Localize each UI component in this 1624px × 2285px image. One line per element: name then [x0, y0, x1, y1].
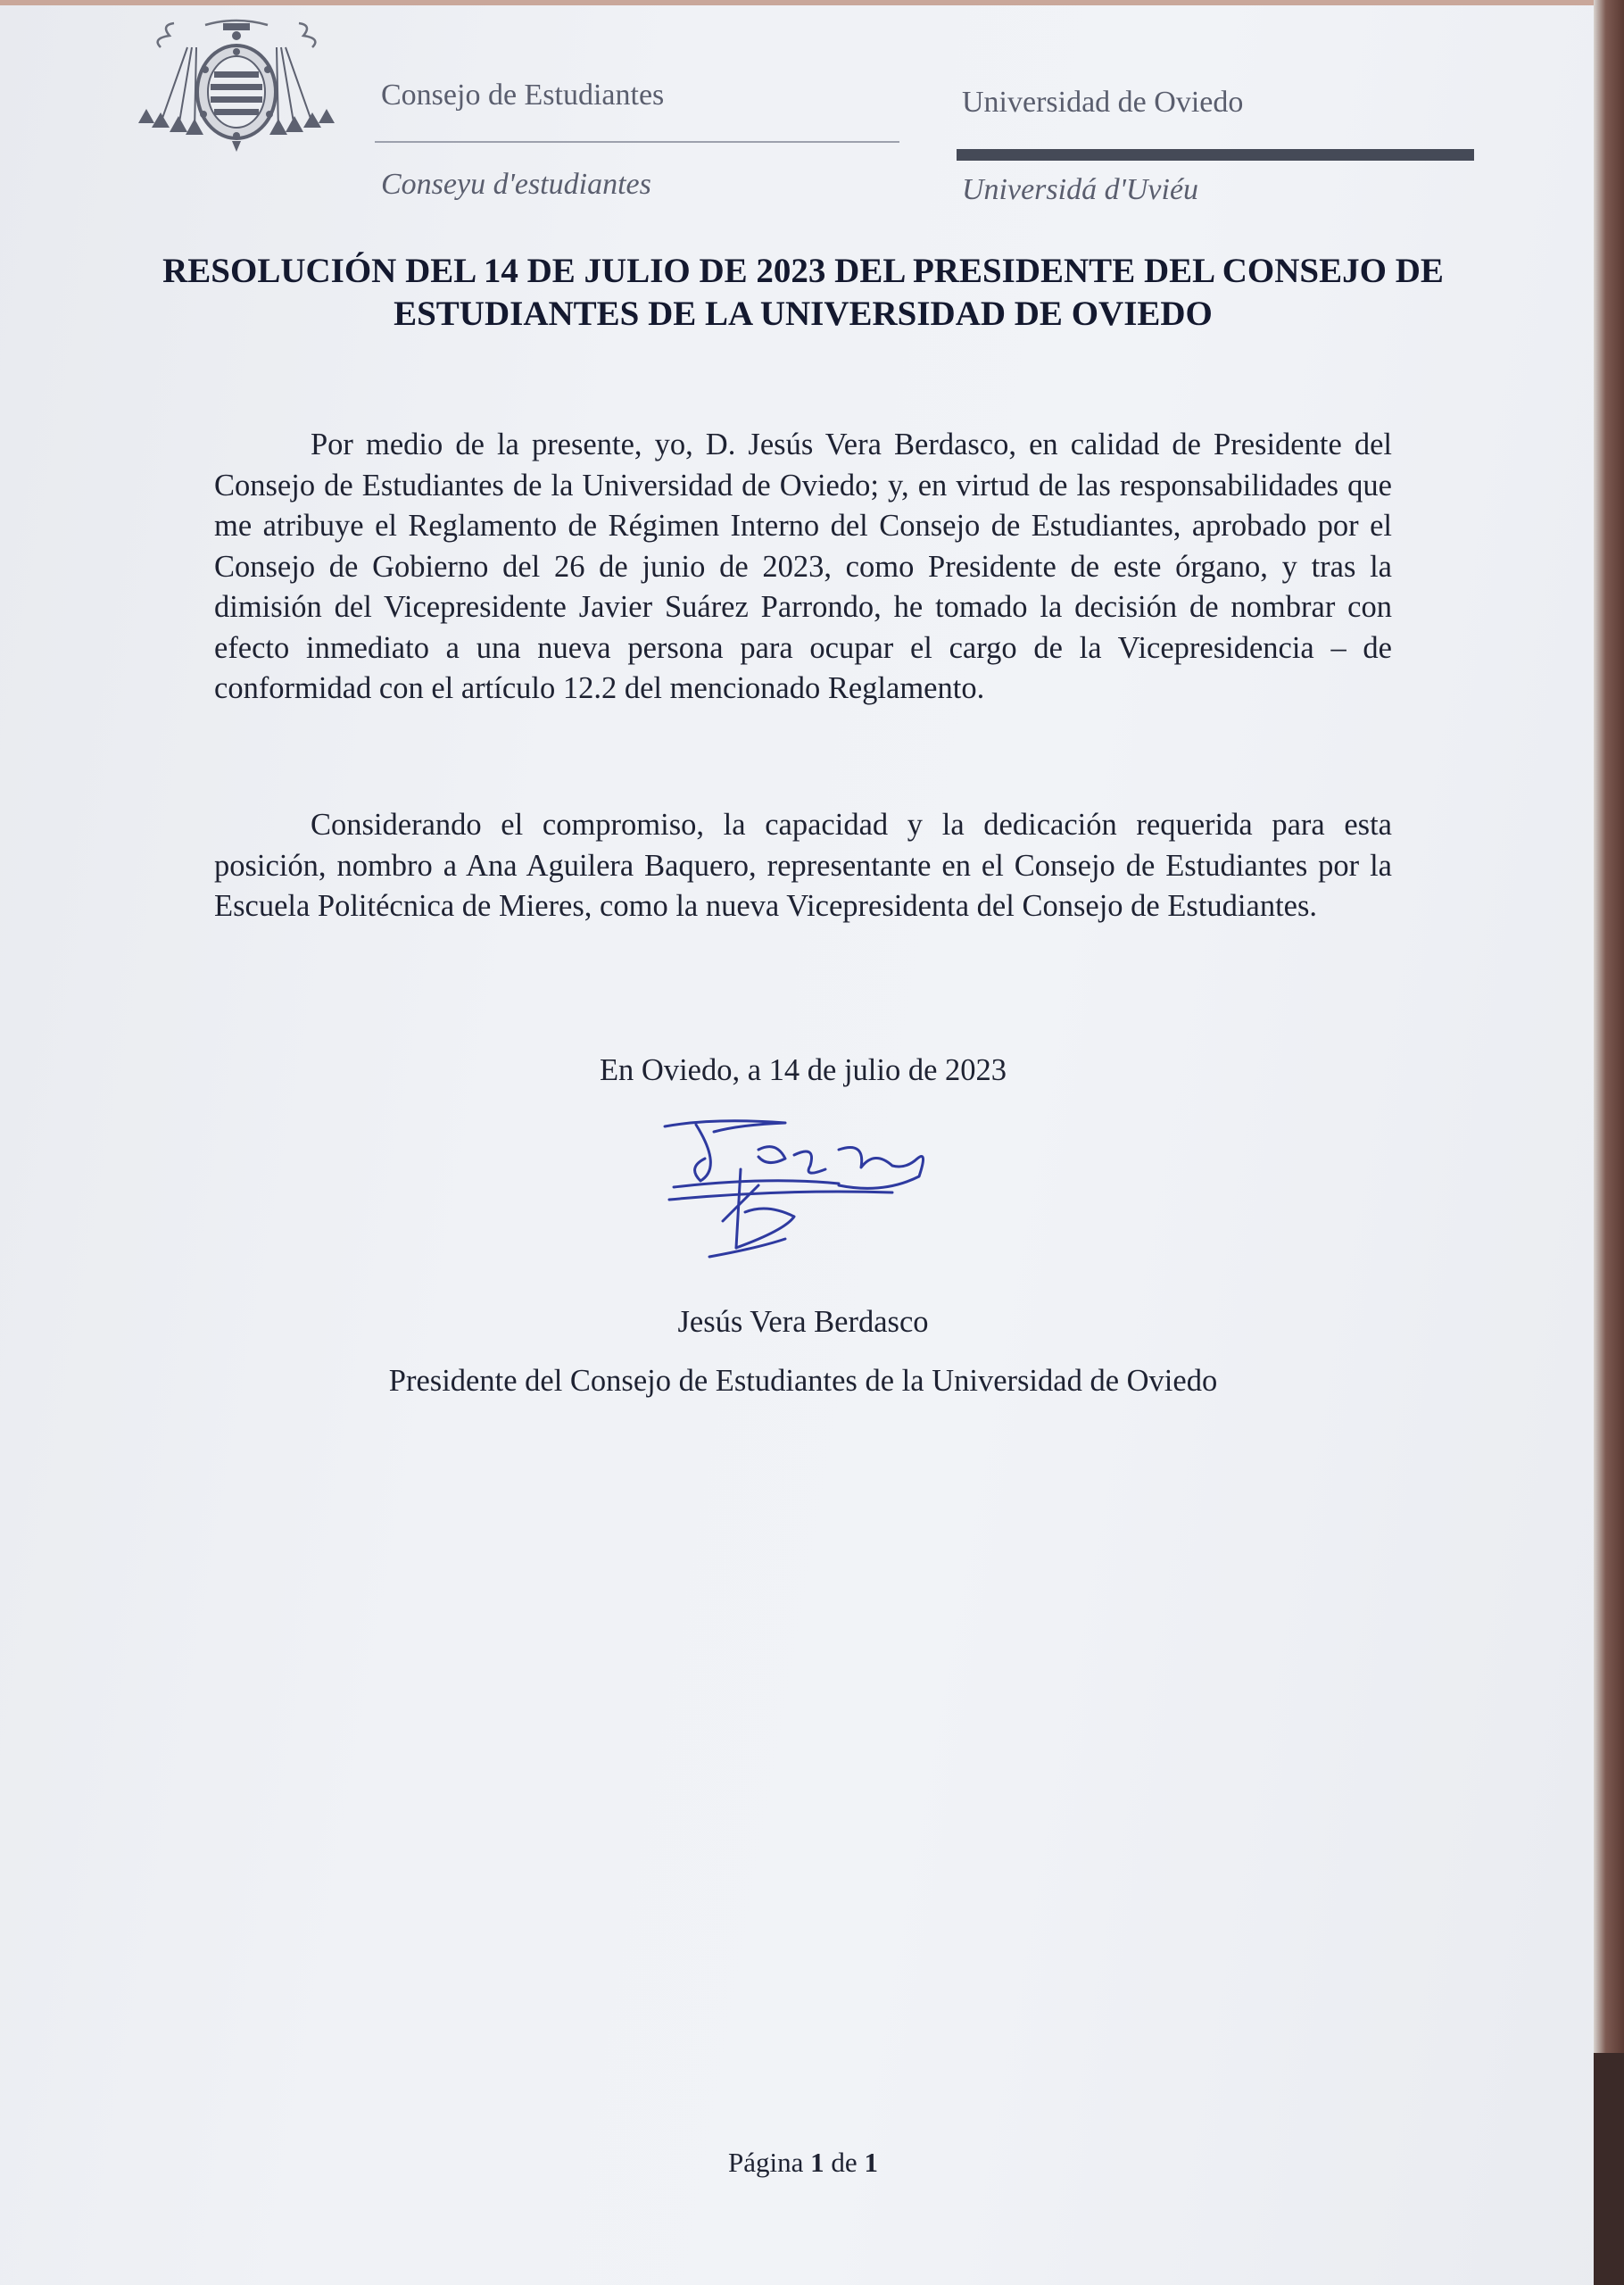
header-divider-thick — [957, 149, 1474, 161]
document-title: RESOLUCIÓN DEL 14 DE JULIO DE 2023 DEL PRESIDENTE DEL CONSEJO DE ESTUDIANTES DE LA UNIVERSIDAD DE OVIEDO — [162, 252, 1444, 333]
body-paragraph-2: Considerando el compromiso, la capacidad y la dedicación requerida para esta posición, nombro a Ana Aguilera Baquero, representante en el Consejo de Estudiantes por la Escuela Politécnica de Mieres, como la nueva Vicepresidenta del Consejo de Estudiantes. — [214, 808, 1392, 923]
page-total: 1 — [864, 2147, 878, 2178]
header-council-name: Consejo de Estudiantes — [381, 79, 665, 112]
page-number — [0, 2147, 1606, 2179]
paper-edge-top — [0, 0, 1624, 5]
page-word: Página — [728, 2147, 804, 2178]
signer-name: Jesús Vera Berdasco — [677, 1305, 929, 1339]
header-council-name-asturian: Conseyu d'estudiantes — [381, 168, 651, 201]
header-divider-thin — [375, 141, 899, 143]
background-right-edge — [1594, 0, 1624, 2285]
page-current: 1 — [810, 2147, 824, 2178]
page-of: de — [831, 2147, 858, 2178]
body-paragraph-1: Por medio de la presente, yo, D. Jesús Vera Berdasco, en calidad de Presidente del Consejo de Estudiantes de la Universidad de Oviedo; y, en virtud de las responsabilidades que me atribuye el Reglamento de Régimen Interno del Consejo de Estudiantes, aprobado por el Consejo de Gobierno del 26 de junio de 2023, como Presidente de este órgano, y tras la dimisión del Vicepresidente Javier Suárez Parrondo, he tomado la decisión de nombrar con efecto inmediato a una nueva persona para ocupar el cargo de la Vicepresidencia – de conformidad con el artículo 12.2 del mencionado Reglamento. — [214, 428, 1392, 705]
header-university-name: Universidad de Oviedo — [962, 86, 1244, 119]
university-crest-icon — [134, 16, 339, 154]
signer-role: Presidente del Consejo de Estudiantes de la Universidad de Oviedo — [388, 1364, 1218, 1398]
header-university-name-asturian: Universidá d'Uviéu — [962, 173, 1199, 206]
handwritten-signature-icon — [660, 1114, 937, 1270]
place-and-date: En Oviedo, a 14 de julio de 2023 — [599, 1053, 1007, 1087]
